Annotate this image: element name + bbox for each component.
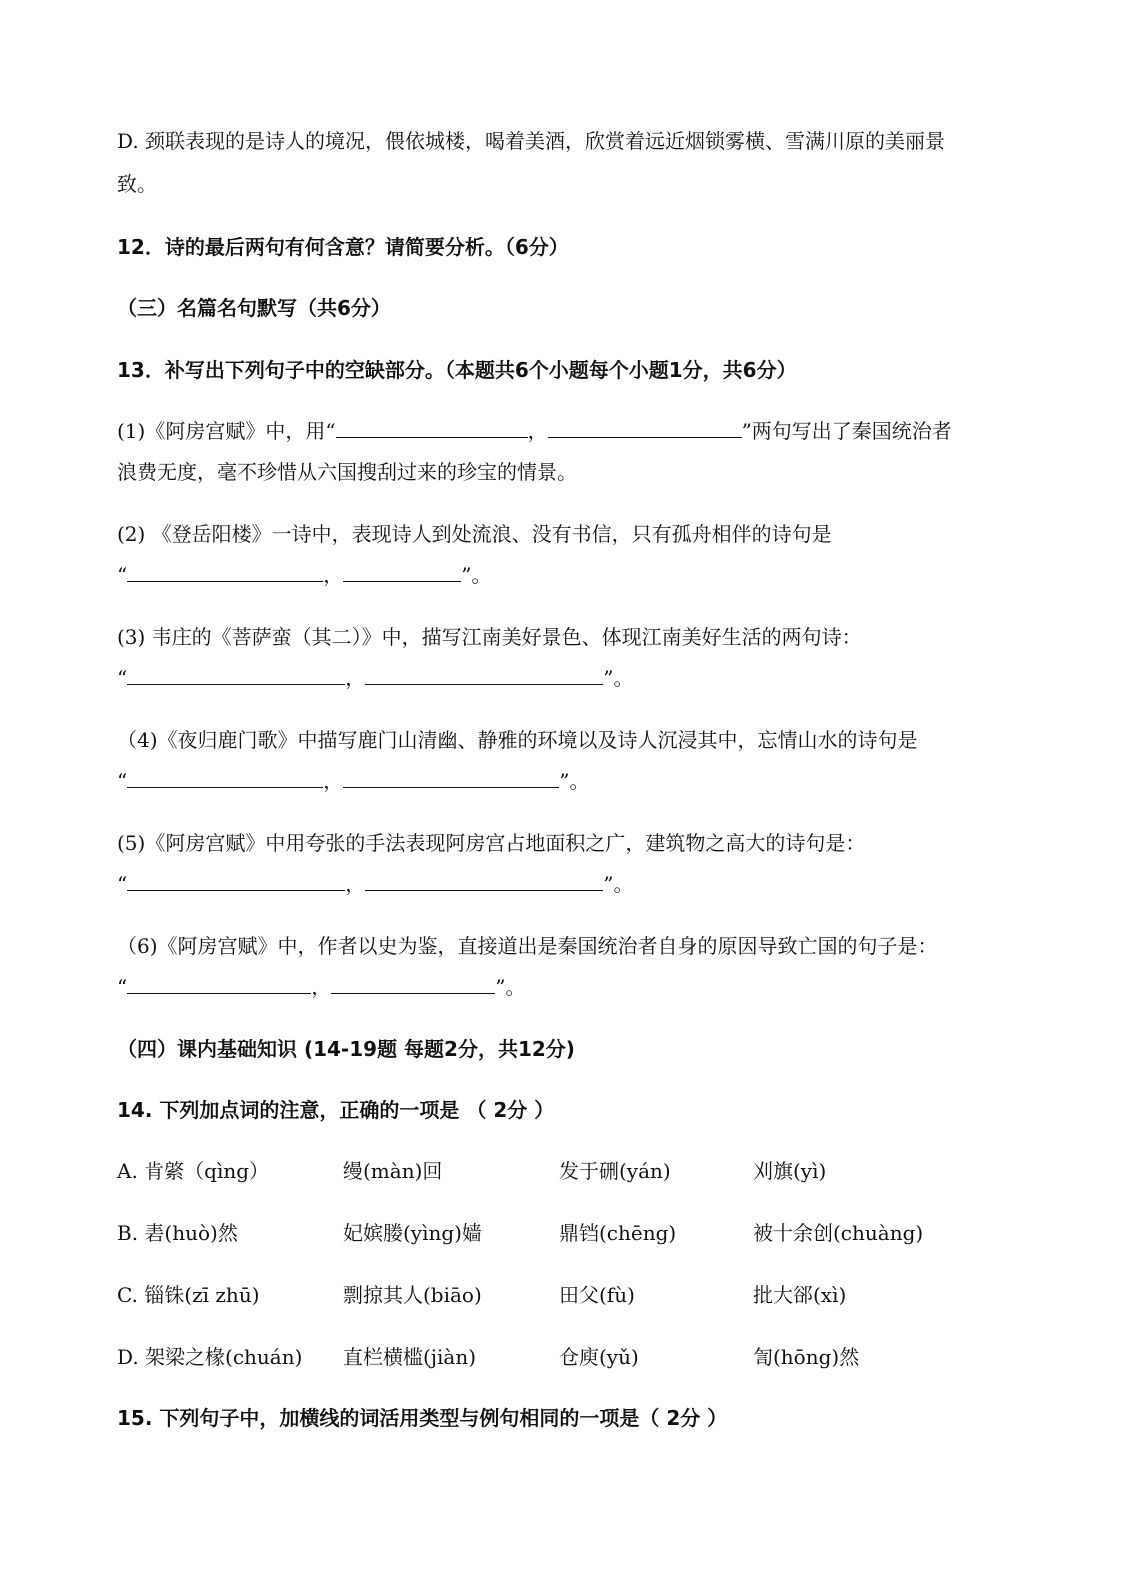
q14-a-2: 缦(màn)回	[343, 1159, 443, 1183]
question-12: 12．诗的最后两句有何含意？请简要分析。（6分）	[117, 235, 569, 259]
open-quote: “	[117, 666, 128, 690]
section-4-heading: （四）课内基础知识 (14-19题 每题2分，共12分)	[117, 1037, 575, 1061]
q14-c-2: 剽掠其人(biāo)	[343, 1283, 482, 1307]
q13-item-4-answer	[117, 767, 589, 795]
fill-blank[interactable]	[365, 870, 603, 891]
q14-b-1: B. 砉(huò)然	[117, 1221, 238, 1245]
fill-blank[interactable]	[331, 973, 495, 994]
fill-blank[interactable]	[127, 973, 311, 994]
q14-b-4: 被十余创(chuàng)	[753, 1221, 924, 1245]
open-quote: “	[117, 769, 128, 793]
question-15: 15. 下列句子中，加横线的词活用类型与例句相同的一项是（ 2分 ）	[117, 1406, 728, 1430]
q13-item-1-line1	[117, 417, 952, 445]
q13-item-5-prompt: (5)《阿房宫赋》中用夸张的手法表现阿房宫占地面积之广，建筑物之高大的诗句是：	[117, 831, 866, 855]
q14-c-3: 田父(fù)	[559, 1283, 635, 1307]
q13-item-4-prompt: （4)《夜归鹿门歌》中描写鹿门山清幽、静雅的环境以及诗人沉浸其中，忘情山水的诗句是	[117, 728, 918, 752]
q14-b-3: 鼎铛(chēng)	[559, 1221, 677, 1245]
fill-blank[interactable]	[343, 767, 559, 788]
open-quote: “	[117, 872, 128, 896]
q14-d-2: 直栏横槛(jiàn)	[343, 1345, 477, 1369]
comma: ，	[311, 975, 332, 999]
fill-blank[interactable]	[336, 417, 528, 438]
q11-option-d-line1: D. 颈联表现的是诗人的境况，偎依城楼，喝着美酒，欣赏着远近烟锁雾横、雪满川原的美丽景	[117, 129, 946, 153]
fill-blank[interactable]	[127, 561, 323, 582]
q14-a-4: 刈旗(yì)	[753, 1159, 827, 1183]
q13-item-1-sep: ，	[527, 419, 548, 443]
q13-item-6-answer	[117, 973, 525, 1001]
q14-d-4: 訇(hōng)然	[753, 1345, 860, 1369]
comma: ，	[323, 563, 344, 587]
q13-item-2-prompt: (2) 《登岳阳楼》一诗中，表现诗人到处流浪、没有书信，只有孤舟相伴的诗句是	[117, 522, 832, 546]
q13-item-1-pre: (1)《阿房宫赋》中，用“	[117, 419, 336, 443]
q13-item-3-answer	[117, 664, 633, 692]
q14-c-1: C. 锱铢(zī zhū)	[117, 1283, 260, 1307]
fill-blank[interactable]	[127, 870, 345, 891]
q13-item-6-prompt: （6)《阿房宫赋》中，作者以史为鉴，直接道出是秦国统治者自身的原因导致亡国的句子是：	[117, 934, 938, 958]
question-13: 13．补写出下列句子中的空缺部分。（本题共6个小题每个小题1分，共6分）	[117, 358, 797, 382]
fill-blank[interactable]	[343, 561, 461, 582]
q14-d-1: D. 架梁之椽(chuán)	[117, 1345, 303, 1369]
q14-a-3: 发于硎(yán)	[559, 1159, 671, 1183]
fill-blank[interactable]	[365, 664, 603, 685]
close-quote: ”。	[495, 975, 526, 999]
q13-item-5-answer	[117, 870, 633, 898]
q14-d-3: 仓庾(yǔ)	[559, 1345, 639, 1369]
comma: ，	[345, 666, 366, 690]
fill-blank[interactable]	[127, 664, 345, 685]
open-quote: “	[117, 563, 128, 587]
close-quote: ”。	[603, 872, 634, 896]
comma: ，	[345, 872, 366, 896]
open-quote: “	[117, 975, 128, 999]
q11-option-d-line2: 致。	[117, 172, 157, 196]
question-14: 14. 下列加点词的注意，正确的一项是 （ 2分 ）	[117, 1098, 555, 1122]
q14-a-1: A. 肯綮（qìng）	[117, 1159, 270, 1183]
fill-blank[interactable]	[548, 417, 742, 438]
q13-item-3-prompt: (3) 韦庄的《菩萨蛮（其二）》中，描写江南美好景色、体现江南美好生活的两句诗：	[117, 625, 862, 649]
fill-blank[interactable]	[127, 767, 323, 788]
comma: ，	[323, 769, 344, 793]
q13-item-1-line2: 浪费无度，毫不珍惜从六国搜刮过来的珍宝的情景。	[117, 460, 577, 484]
section-3-heading: （三）名篇名句默写（共6分）	[117, 296, 391, 320]
q13-item-2-answer	[117, 561, 491, 589]
close-quote: ”。	[559, 769, 590, 793]
close-quote: ”。	[603, 666, 634, 690]
q14-c-4: 批大郤(xì)	[753, 1283, 847, 1307]
close-quote: ”。	[461, 563, 492, 587]
q13-item-1-post: ”两句写出了秦国统治者	[741, 419, 952, 443]
q14-b-2: 妃嫔媵(yìng)嫱	[343, 1221, 482, 1245]
